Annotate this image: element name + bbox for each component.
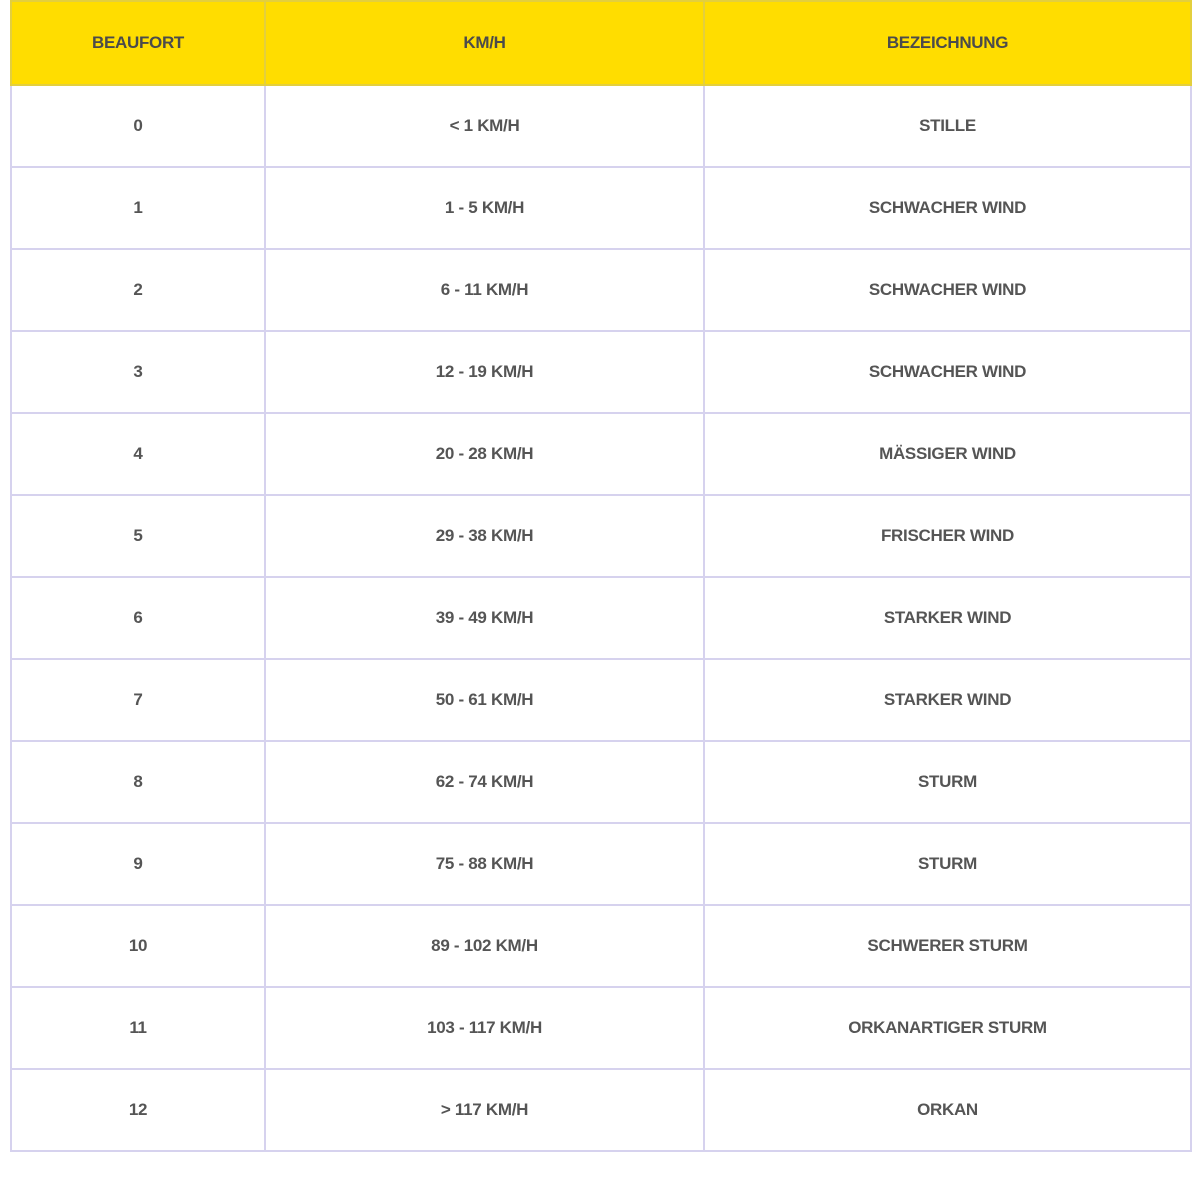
table-row	[11, 331, 1191, 413]
beaufort-table-container	[10, 0, 1190, 1152]
cell-bezeichnung: SCHWACHER WIND	[704, 167, 1191, 249]
cell-beaufort: 4	[11, 413, 265, 495]
table-row	[11, 495, 1191, 577]
cell-bezeichnung: ORKANARTIGER STURM	[704, 987, 1191, 1069]
cell-kmh: 20 - 28 KM/H	[265, 413, 704, 495]
cell-beaufort: 9	[11, 823, 265, 905]
header-row	[11, 1, 1191, 85]
cell-kmh: 103 - 117 KM/H	[265, 987, 704, 1069]
cell-bezeichnung: SCHWACHER WIND	[704, 331, 1191, 413]
cell-bezeichnung: SCHWACHER WIND	[704, 249, 1191, 331]
cell-bezeichnung: STILLE	[704, 85, 1191, 167]
cell-beaufort: 6	[11, 577, 265, 659]
cell-kmh: 12 - 19 KM/H	[265, 331, 704, 413]
cell-bezeichnung: STURM	[704, 823, 1191, 905]
table-row	[11, 167, 1191, 249]
cell-kmh: 89 - 102 KM/H	[265, 905, 704, 987]
cell-beaufort: 2	[11, 249, 265, 331]
cell-beaufort: 7	[11, 659, 265, 741]
table-row	[11, 823, 1191, 905]
table-row	[11, 659, 1191, 741]
cell-kmh: < 1 KM/H	[265, 85, 704, 167]
cell-beaufort: 1	[11, 167, 265, 249]
table-row	[11, 577, 1191, 659]
table-row	[11, 413, 1191, 495]
cell-kmh: 62 - 74 KM/H	[265, 741, 704, 823]
cell-beaufort: 3	[11, 331, 265, 413]
header-kmh: KM/H	[265, 1, 704, 85]
header-bezeichnung: BEZEICHNUNG	[704, 1, 1191, 85]
table-row	[11, 987, 1191, 1069]
cell-bezeichnung: MÄSSIGER WIND	[704, 413, 1191, 495]
cell-kmh: 1 - 5 KM/H	[265, 167, 704, 249]
cell-kmh: > 117 KM/H	[265, 1069, 704, 1151]
cell-beaufort: 0	[11, 85, 265, 167]
cell-bezeichnung: STARKER WIND	[704, 577, 1191, 659]
cell-bezeichnung: STARKER WIND	[704, 659, 1191, 741]
header-beaufort: BEAUFORT	[11, 1, 265, 85]
table-header	[11, 1, 1191, 85]
cell-kmh: 39 - 49 KM/H	[265, 577, 704, 659]
beaufort-table	[10, 0, 1192, 1152]
table-row	[11, 85, 1191, 167]
table-row	[11, 1069, 1191, 1151]
cell-bezeichnung: STURM	[704, 741, 1191, 823]
cell-kmh: 6 - 11 KM/H	[265, 249, 704, 331]
cell-bezeichnung: FRISCHER WIND	[704, 495, 1191, 577]
table-row	[11, 249, 1191, 331]
cell-beaufort: 12	[11, 1069, 265, 1151]
cell-beaufort: 5	[11, 495, 265, 577]
cell-kmh: 75 - 88 KM/H	[265, 823, 704, 905]
cell-beaufort: 10	[11, 905, 265, 987]
cell-beaufort: 11	[11, 987, 265, 1069]
cell-bezeichnung: SCHWERER STURM	[704, 905, 1191, 987]
table-row	[11, 905, 1191, 987]
cell-beaufort: 8	[11, 741, 265, 823]
cell-bezeichnung: ORKAN	[704, 1069, 1191, 1151]
cell-kmh: 50 - 61 KM/H	[265, 659, 704, 741]
cell-kmh: 29 - 38 KM/H	[265, 495, 704, 577]
table-row	[11, 741, 1191, 823]
table-body	[11, 85, 1191, 1151]
